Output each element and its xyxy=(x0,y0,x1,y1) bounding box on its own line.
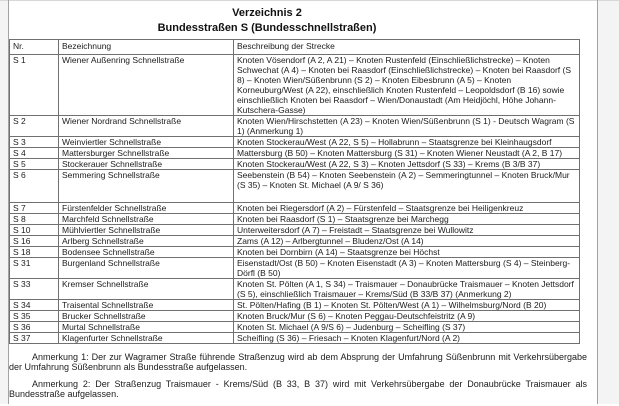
road-name-cell: Bodensee Schnellstraße xyxy=(59,247,234,258)
road-name-cell: Arlberg Schnellstraße xyxy=(59,236,234,247)
road-number-cell: S 31 xyxy=(10,258,59,279)
table-row xyxy=(10,55,580,116)
table-row xyxy=(10,279,580,300)
table-row xyxy=(10,203,580,214)
road-number-cell: S 3 xyxy=(10,137,59,148)
table-body xyxy=(10,55,580,344)
document-subtitle: Bundesstraßen S (Bundesschnellstraßen) xyxy=(157,22,377,34)
page-right-gutter xyxy=(598,0,619,404)
road-name-cell: Stockerauer Schnellstraße xyxy=(59,159,234,170)
road-name-cell: Burgenland Schnellstraße xyxy=(59,258,234,279)
table-row xyxy=(10,225,580,236)
road-description-cell: Eisenstadt/Ost (B 50) – Knoten Eisenstadt (A 3) – Knoten Mattersburg (S 4) – Steinberg-Dörfl (B 50) xyxy=(234,258,580,279)
road-number-cell: S 8 xyxy=(10,214,59,225)
road-number-cell: S 33 xyxy=(10,279,59,300)
road-number-cell: S 6 xyxy=(10,170,59,203)
road-number-cell: S 7 xyxy=(10,203,59,214)
road-description-cell: Knoten Wien/Hirschstetten (A 23) – Knoten Wien/Süßenbrunn (S 1) - Deutsch Wagram (S 1) (Anmerkung 1) xyxy=(234,116,580,137)
road-description-cell: Knoten bei Raasdorf (S 1) – Staatsgrenze bei Marchegg xyxy=(234,214,580,225)
road-description-cell: Knoten bei Riegersdorf (A 2) – Fürstenfeld – Staatsgrenze bei Heiligenkreuz xyxy=(234,203,580,214)
road-description-cell: Seebenstein (B 54) – Knoten Seebenstein (A 2) – Semmeringtunnel – Knoten Bruck/Mur (S 35) – Knoten St. Michael (A 9/ S 36) xyxy=(234,170,580,203)
road-name-cell: Klagenfurter Schnellstraße xyxy=(59,333,234,344)
road-description-cell: Knoten Bruck/Mur (S 6) – Knoten Peggau-Deutschfeistritz (A 9) xyxy=(234,311,580,322)
table-row xyxy=(10,159,580,170)
road-number-cell: S 16 xyxy=(10,236,59,247)
road-name-cell: Mattersburger Schnellstraße xyxy=(59,148,234,159)
page-left-gutter xyxy=(0,0,8,404)
road-number-cell: S 37 xyxy=(10,333,59,344)
road-name-cell: Wiener Nordrand Schnellstraße xyxy=(59,116,234,137)
road-number-cell: S 4 xyxy=(10,148,59,159)
road-number-cell: S 36 xyxy=(10,322,59,333)
road-number-cell: S 5 xyxy=(10,159,59,170)
road-number-cell: S 1 xyxy=(10,55,59,116)
document-title: Verzeichnis 2 xyxy=(232,7,302,19)
table-row xyxy=(10,214,580,225)
road-description-cell: Knoten Stockerau/West (A 22, S 5) – Hollabrunn – Staatsgrenze bei Kleinhaugsdorf xyxy=(234,137,580,148)
page-right-rule xyxy=(597,0,598,404)
road-name-cell: Wiener Außenring Schnellstraße xyxy=(59,55,234,116)
road-description-cell: Knoten Stockerau/West (A 22, S 3) – Knoten Jettsdorf (S 33) – Krems (B 3/B 37) xyxy=(234,159,580,170)
road-name-cell: Kremser Schnellstraße xyxy=(59,279,234,300)
table-row xyxy=(10,311,580,322)
road-name-cell: Weinviertler Schnellstraße xyxy=(59,137,234,148)
road-number-cell: S 35 xyxy=(10,311,59,322)
road-description-cell: Knoten St. Michael (A 9/S 6) – Judenburg – Scheifling (S 37) xyxy=(234,322,580,333)
road-description-cell: Knoten St. Pölten (A 1, S 34) – Traismauer – Donaubrücke Traismauer – Knoten Jettsdorf (S 5), einschließlich Traismauer – Krems/Süd (B 33/B 37) (Anmerkung 2) xyxy=(234,279,580,300)
table-row xyxy=(10,333,580,344)
road-description-cell: Scheifling (S 36) – Friesach – Knoten Klagenfurt/Nord (A 2) xyxy=(234,333,580,344)
road-description-cell: St. Pölten/Hafing (B 1) – Knoten St. Pölten/West (A 1) – Wilhelmsburg/Nord (B 20) xyxy=(234,300,580,311)
table-row xyxy=(10,247,580,258)
notes-section xyxy=(9,352,587,399)
document-page xyxy=(9,0,597,406)
road-name-cell: Marchfeld Schnellstraße xyxy=(59,214,234,225)
table-row xyxy=(10,116,580,137)
road-name-cell: Semmering Schnellstraße xyxy=(59,170,234,203)
col-header-bezeichnung: Bezeichnung xyxy=(59,40,234,55)
note-paragraph: Anmerkung 2: Der Straßenzug Traismauer - Krems/Süd (B 33, B 37) wird mit Verkehrsübergabe der Donaubrücke Traismauer als Bundesstraße aufgelassen. xyxy=(9,379,587,399)
table-row xyxy=(10,300,580,311)
road-description-cell: Knoten bei Dornbirn (A 14) – Staatsgrenze bei Höchst xyxy=(234,247,580,258)
table-header-row xyxy=(10,40,580,55)
road-description-cell: Mattersburg (B 50) – Knoten Mattersburg (S 31) – Knoten Wiener Neustadt (A 2, B 17) xyxy=(234,148,580,159)
table-row xyxy=(10,258,580,279)
table-row xyxy=(10,148,580,159)
road-number-cell: S 34 xyxy=(10,300,59,311)
table-row xyxy=(10,137,580,148)
note-paragraph: Anmerkung 1: Der zur Wagramer Straße führende Straßenzug wird ab dem Absprung der Umfahrung Süßenbrunn mit Verkehrsübergabe der Umfahrung Süßenbrunn als Bundesstraße aufgelassen. xyxy=(9,352,587,372)
road-description-cell: Zams (A 12) – Arlbergtunnel – Bludenz/Ost (A 14) xyxy=(234,236,580,247)
road-name-cell: Murtal Schnellstraße xyxy=(59,322,234,333)
road-number-cell: S 2 xyxy=(10,116,59,137)
road-name-cell: Traisental Schnellstraße xyxy=(59,300,234,311)
road-name-cell: Fürstenfelder Schnellstraße xyxy=(59,203,234,214)
road-description-cell: Knoten Vösendorf (A 2, A 21) – Knoten Rustenfeld (Einschließlichstrecke) – Knoten Schwechat (A 4) – Knoten bei Raasdorf (Einschließlichstrecke) – Knoten bei Raasdorf (S 8) – Knoten Wien/Süßenbrunn (S 2) – Knoten Eibesbrunn (A 5) – Knoten Korneuburg/West (A 22), einschließlich Knoten Rustenfeld – Leopoldsdorf (B 16) sowie einschließlich Knoten bei Raasdorf – Wien/Donaustadt (Am Heidjöchl, Höhe Johann-Kutschera-Gasse) xyxy=(234,55,580,116)
col-header-beschreibung: Beschreibung der Strecke xyxy=(234,40,580,55)
road-number-cell: S 10 xyxy=(10,225,59,236)
road-number-cell: S 18 xyxy=(10,247,59,258)
table-row xyxy=(10,322,580,333)
table-row xyxy=(10,170,580,203)
table-row xyxy=(10,236,580,247)
roads-table xyxy=(9,39,580,344)
road-description-cell: Unterweitersdorf (A 7) – Freistadt – Staatsgrenze bei Wullowitz xyxy=(234,225,580,236)
road-name-cell: Brucker Schnellstraße xyxy=(59,311,234,322)
road-name-cell: Mühlviertler Schnellstraße xyxy=(59,225,234,236)
col-header-nr: Nr. xyxy=(10,40,59,55)
document-header xyxy=(9,7,525,34)
